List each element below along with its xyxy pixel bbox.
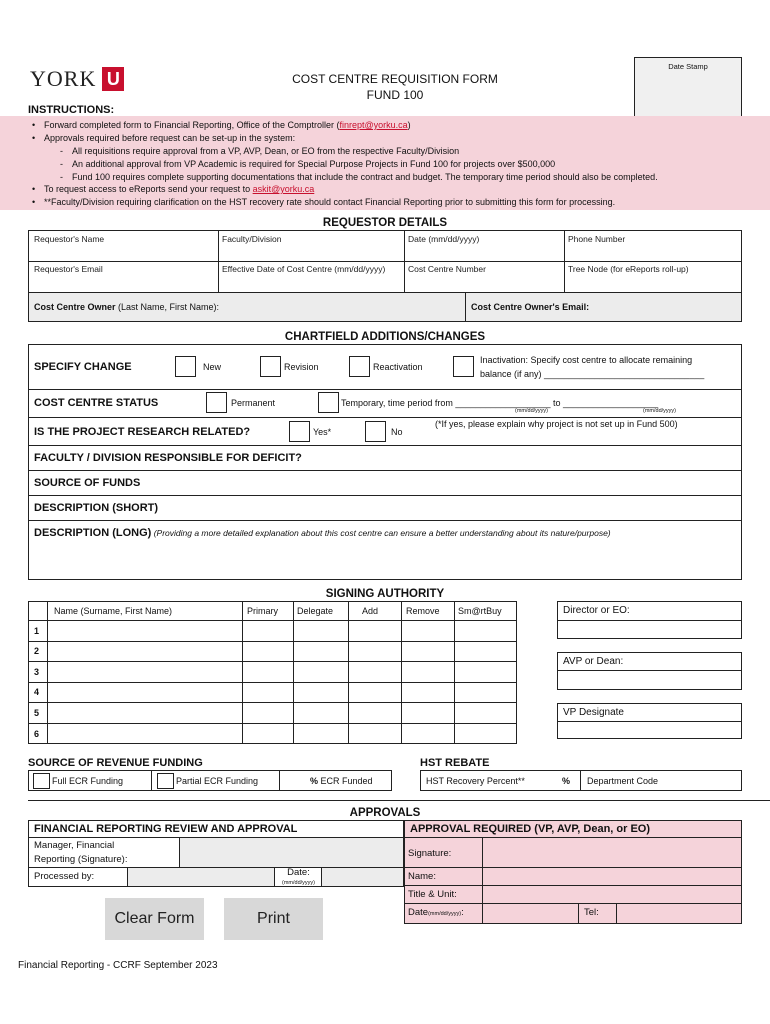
temporary-checkbox[interactable] [318, 392, 339, 413]
cost-centre-number-field[interactable]: Cost Centre Number [408, 264, 486, 274]
dept-code-field[interactable]: Department Code [587, 776, 659, 786]
reactivation-checkbox[interactable] [349, 356, 370, 377]
full-ecr-label: Full ECR Funding [52, 776, 124, 786]
new-checkbox[interactable] [175, 356, 196, 377]
form-title [270, 71, 520, 103]
title-unit-field[interactable] [483, 886, 741, 903]
date-stamp-label: Date Stamp [668, 62, 708, 71]
instr-bullet-3: • To request access to eReports send your request to askit@yorku.ca [32, 184, 315, 194]
instr-bullet-4: • **Faculty/Division requiring clarification on the HST recovery rate should contact Financial Reporting prior to submitting this form for processing. [32, 197, 616, 207]
logo-text: YORK [30, 66, 97, 91]
research-yes-label: Yes* [313, 427, 332, 437]
hst-percent-field[interactable]: HST Recovery Percent** [426, 776, 525, 786]
requestor-name-field[interactable]: Requestor's Name [34, 234, 105, 244]
manager-signature-field[interactable] [180, 838, 403, 867]
requestor-email-field[interactable]: Requestor's Email [34, 264, 103, 274]
new-label: New [203, 362, 222, 372]
revision-checkbox[interactable] [260, 356, 281, 377]
date-format-to: (mm/dd/yyyy) [643, 408, 676, 414]
temporary-label[interactable]: Temporary, time period from ___________________ to ___________________ [341, 398, 659, 408]
approvals-divider [28, 800, 770, 801]
signature-label: Signature: [408, 848, 452, 859]
research-yes-checkbox[interactable] [289, 421, 310, 442]
approval-date-label: Date(mm/dd/yyyy): [408, 907, 464, 918]
avp-label: AVP or Dean: [563, 656, 624, 667]
phone-field[interactable]: Phone Number [568, 234, 626, 244]
effective-date-field[interactable]: Effective Date of Cost Centre (mm/dd/yyyy) [222, 264, 386, 274]
title-unit-label: Title & Unit: [408, 889, 457, 900]
manager-signature-label: Manager, Financial Reporting (Signature): [34, 840, 128, 865]
york-logo [30, 66, 124, 92]
owner-name-field[interactable]: Cost Centre Owner (Last Name, First Name): [34, 302, 220, 312]
title-line1: COST CENTRE REQUISITION FORM [292, 72, 498, 86]
instr-bullet-2: • Approvals required before request can be set-up in the system: [32, 133, 296, 143]
permanent-checkbox[interactable] [206, 392, 227, 413]
partial-ecr-checkbox[interactable] [157, 773, 174, 789]
title-line2: FUND 100 [366, 88, 424, 102]
instr-sub-1: - All requisitions require approval from a VP, AVP, Dean, or EO from the respective Faculty/Division [60, 146, 460, 156]
request-date-field[interactable]: Date (mm/dd/yyyy) [408, 234, 480, 244]
name-field[interactable] [483, 868, 741, 885]
tel-field[interactable] [617, 904, 741, 923]
finrept-email-link[interactable]: finrept@yorku.ca [339, 120, 408, 130]
date-format-from: (mm/dd/yyyy) [515, 408, 548, 414]
footer-text: Financial Reporting - CCRF September 2023 [18, 960, 218, 971]
print-button[interactable]: Print [224, 898, 323, 940]
col-remove: Remove [406, 606, 440, 616]
revision-label: Revision [284, 362, 319, 372]
desc-long-label[interactable]: DESCRIPTION (LONG) (Providing a more detailed explanation about this cost centre can ensure a better understanding about its nature/purpose) [34, 527, 611, 539]
instr-sub-3: - Fund 100 requires complete supporting documentations that include the contract and budget. The temporary time period should also be completed. [60, 172, 658, 182]
processed-by-field[interactable] [128, 868, 274, 886]
owner-email-field[interactable]: Cost Centre Owner's Email: [471, 302, 590, 312]
name-label: Name: [408, 871, 436, 882]
partial-ecr-label: Partial ECR Funding [176, 776, 259, 786]
hst-percent-sign: % [562, 776, 571, 786]
row-num-5: 5 [34, 708, 40, 718]
tel-label: Tel: [584, 907, 599, 918]
research-label: IS THE PROJECT RESEARCH RELATED? [34, 426, 251, 438]
reactivation-label: Reactivation [373, 362, 423, 372]
date-stamp-box[interactable] [634, 57, 742, 125]
specify-change-label: SPECIFY CHANGE [34, 361, 132, 373]
processed-by-label: Processed by: [34, 871, 95, 882]
col-add: Add [362, 606, 379, 616]
deficit-label[interactable]: FACULTY / DIVISION RESPONSIBLE FOR DEFICIT? [34, 452, 302, 464]
signature-field[interactable] [483, 838, 741, 867]
approvals-heading: APPROVALS [349, 807, 421, 819]
faculty-field[interactable]: Faculty/Division [222, 234, 282, 244]
source-funds-label[interactable]: SOURCE OF FUNDS [34, 477, 141, 489]
permanent-label: Permanent [231, 398, 276, 408]
instr-sub-2: - An additional approval from VP Academic is required for Special Purpose Projects in Fund 100 for projects over $500,000 [60, 159, 556, 169]
chartfield-heading: CHARTFIELD ADDITIONS/CHANGES [284, 331, 486, 343]
full-ecr-checkbox[interactable] [33, 773, 50, 789]
fr-heading: FINANCIAL REPORTING REVIEW AND APPROVAL [34, 823, 298, 835]
row-num-1: 1 [34, 626, 40, 636]
inactivation-label: Inactivation: Specify cost centre to allocate remaining balance (if any) ________________________________ [480, 355, 705, 379]
row-num-6: 6 [34, 729, 40, 739]
fr-date-label: Date: (mm/dd/yyyy) [282, 867, 315, 886]
askit-email-link[interactable]: askit@yorku.ca [252, 184, 315, 194]
status-label: COST CENTRE STATUS [34, 397, 159, 409]
director-label: Director or EO: [563, 605, 630, 616]
col-delegate: Delegate [297, 606, 334, 616]
desc-short-label[interactable]: DESCRIPTION (SHORT) [34, 502, 159, 514]
col-smartbuy: Sm@rtBuy [458, 606, 502, 616]
fr-date-field[interactable] [322, 868, 403, 886]
instr-bullet-1: • Forward completed form to Financial Reporting, Office of the Comptroller (finrept@yorku.ca) [32, 120, 411, 130]
research-no-label: No [391, 427, 403, 437]
ecr-funded-field[interactable]: % ECR Funded [310, 776, 373, 786]
vp-label: VP Designate [563, 707, 624, 718]
logo-mark: U [102, 67, 124, 91]
research-note: (*If yes, please explain why project is not set up in Fund 500) [435, 419, 678, 429]
clear-form-button[interactable]: Clear Form [105, 898, 204, 940]
approval-date-field[interactable] [483, 904, 578, 923]
row-num-2: 2 [34, 646, 40, 656]
revenue-heading: SOURCE OF REVENUE FUNDING [28, 757, 203, 769]
col-primary: Primary [247, 606, 278, 616]
col-name: Name (Surname, First Name) [54, 606, 173, 616]
signing-heading: SIGNING AUTHORITY [325, 588, 445, 600]
instructions-heading: INSTRUCTIONS: [28, 104, 115, 116]
research-no-checkbox[interactable] [365, 421, 386, 442]
row-num-4: 4 [34, 687, 40, 697]
requestor-heading: REQUESTOR DETAILS [322, 217, 448, 229]
hst-heading: HST REBATE [420, 757, 490, 769]
row-num-3: 3 [34, 667, 40, 677]
inactivation-checkbox[interactable] [453, 356, 474, 377]
required-heading: APPROVAL REQUIRED (VP, AVP, Dean, or EO) [410, 823, 651, 835]
tree-node-field[interactable]: Tree Node (for eReports roll-up) [568, 264, 689, 274]
